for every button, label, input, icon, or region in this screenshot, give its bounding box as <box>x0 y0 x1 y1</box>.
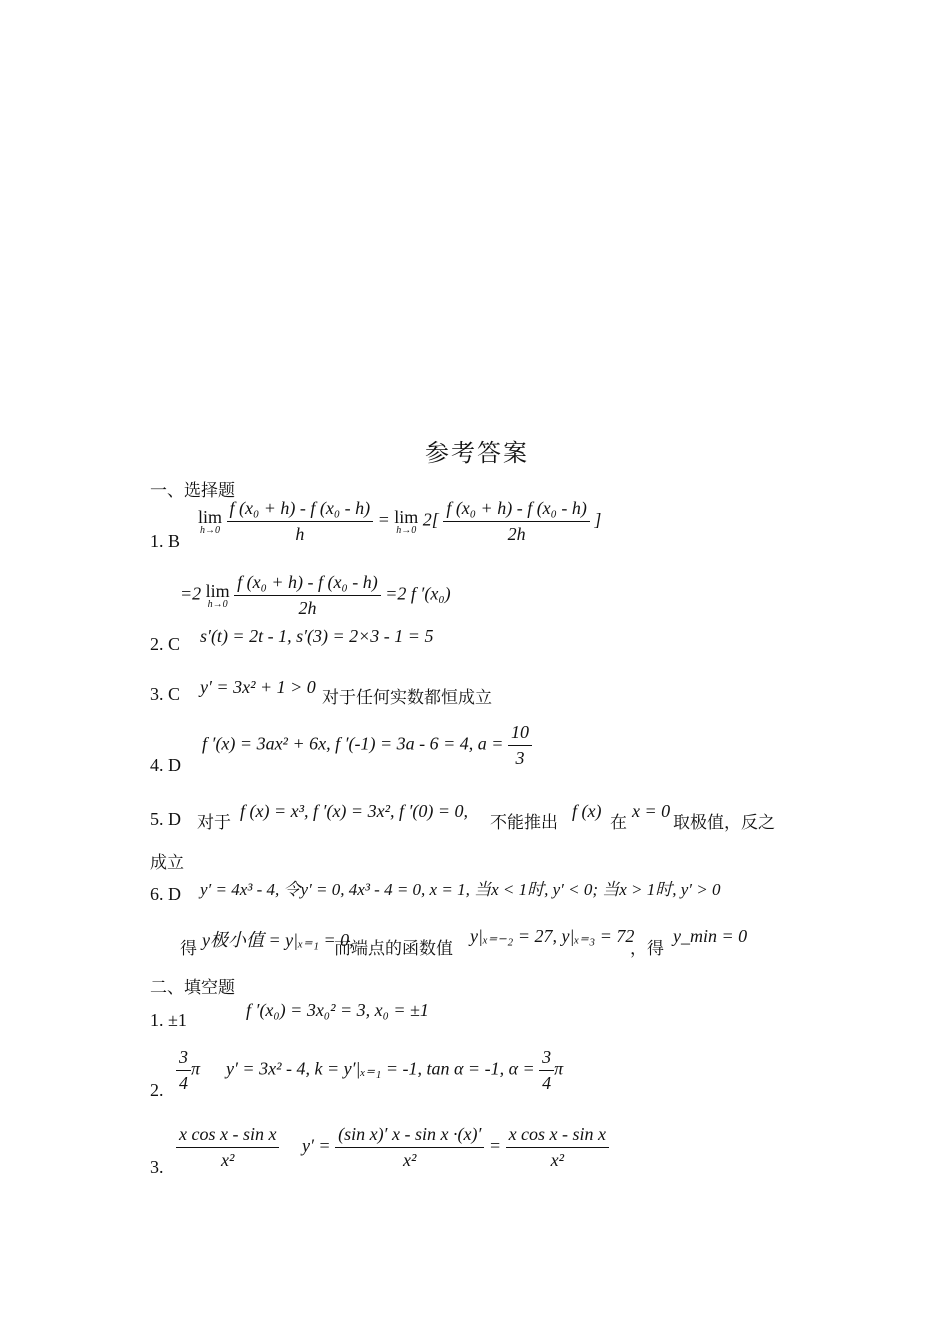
f3-answer-fraction: $\frac{\text{x cos x - sin x}}{\text{x²}}$ <box>176 1124 279 1171</box>
q5-label: 5. D <box>150 809 181 829</box>
f2-label: 2. <box>150 1080 164 1100</box>
q6-expression-2: y|ₓ₌₋₂ = 27, y|ₓ₌₃ = 72 <box>470 926 635 946</box>
q4-expression: f ′(x) = 3ax² + 6x, f ′(-1) = 3a - 6 = 4, a = $\frac{10}{3}$ <box>202 722 532 769</box>
q2-label: 2. C <box>150 634 181 654</box>
f3-fraction-1: $\frac{\text{(sin x)′ x - sin x ·(x)′}}{\text{x²}}$ <box>335 1124 484 1171</box>
q6-expression: y′ = 4x³ - 4, 令y′ = 0, 4x³ - 4 = 0, x = 1, 当x < 1时, y′ < 0; 当x > 1时, y′ > 0 <box>200 880 721 899</box>
q1-line1: lim h→0 $\frac{\text{f (x₀ + h) - f (x₀ - h)}}{h}$ = lim h→0 2[ $\frac{\text{f (x₀ + h) - f (x₀ - h)}}{2h}$ ] <box>198 498 602 544</box>
q5-text-1: 对于 <box>197 813 231 833</box>
f2-result-fraction: $\frac{3}{4}$ <box>539 1047 554 1094</box>
q6-text-1: 得 <box>180 939 197 959</box>
q6-expression-3: y_min = 0 <box>673 926 748 946</box>
q2-expression: s′(t) = 2t - 1, s′(3) = 2×3 - 1 = 5 <box>200 626 434 646</box>
q1-lim-1: lim h→0 <box>198 506 223 536</box>
page-title: 参考答案 <box>425 439 529 467</box>
q6-expression-1: y极小值 = y|ₓ₌₁ = 0, <box>202 930 354 950</box>
q6-text-3: ，得 <box>630 939 664 959</box>
q1-lim-3: lim h→0 <box>205 580 230 610</box>
q1-fraction-2: $\frac{\text{f (x₀ + h) - f (x₀ - h)}}{2h}$ <box>443 498 590 545</box>
f3-answer <box>176 1124 279 1171</box>
q3-expression: y′ = 3x² + 1 > 0 <box>200 677 316 697</box>
f1-label: 1. ±1 <box>150 1010 187 1030</box>
q3-text: 对于任何实数都恒成立 <box>322 688 492 708</box>
q5-text-5: 成立 <box>150 853 184 873</box>
q5-text-4: 取极值，反之 <box>673 813 775 833</box>
f2-expression: y′ = 3x² - 4, k = y′|ₓ₌₁ = -1, tan α = -1, α = $\frac{3}{4}$ π <box>226 1047 564 1093</box>
section-heading-fill: 二、填空题 <box>150 978 235 998</box>
f1-expression: f ′(x₀) = 3x₀² = 3, x₀ = ±1 <box>246 1000 429 1020</box>
q5-expression-2: f (x) <box>572 801 602 821</box>
f3-fraction-2: $\frac{\text{x cos x - sin x}}{\text{x²}}$ <box>506 1124 609 1171</box>
f3-expression: y′ = $\frac{\text{(sin x)′ x - sin x ·(x)′}}{\text{x²}}$ = $\frac{\text{x cos x - sin x}}{\text{x²}}$ <box>302 1124 609 1171</box>
q4-label: 4. D <box>150 755 181 775</box>
q3-label: 3. C <box>150 684 181 704</box>
q5-text-3: 在 <box>610 813 627 833</box>
q5-expression-3: x = 0 <box>632 801 671 821</box>
q6-text-2: 而端点的函数值 <box>334 939 453 959</box>
q6-label: 6. D <box>150 884 181 904</box>
q4-fraction: $\frac{10}{3}$ <box>508 722 532 769</box>
section-heading-choice: 一、选择题 <box>150 481 235 501</box>
f3-label: 3. <box>150 1157 164 1177</box>
q1-label: 1. B <box>150 531 181 551</box>
q5-expression-1: f (x) = x³, f ′(x) = 3x², f ′(0) = 0, <box>240 801 469 821</box>
q1-fraction-1: $\frac{\text{f (x₀ + h) - f (x₀ - h)}}{h}$ <box>227 498 374 545</box>
q1-lim-2: lim h→0 <box>394 506 419 536</box>
f2-answer-fraction: $\frac{3}{4}$ <box>176 1047 191 1094</box>
q1-fraction-3: $\frac{\text{f (x₀ + h) - f (x₀ - h)}}{2h}$ <box>234 572 381 619</box>
q5-text-2: 不能推出 <box>490 813 558 833</box>
q1-line2: =2 lim h→0 $\frac{\text{f (x₀ + h) - f (x₀ - h)}}{2h}$ =2 f ′(x₀) <box>180 572 451 618</box>
f2-answer: $\frac{3}{4}$ π <box>176 1047 200 1094</box>
